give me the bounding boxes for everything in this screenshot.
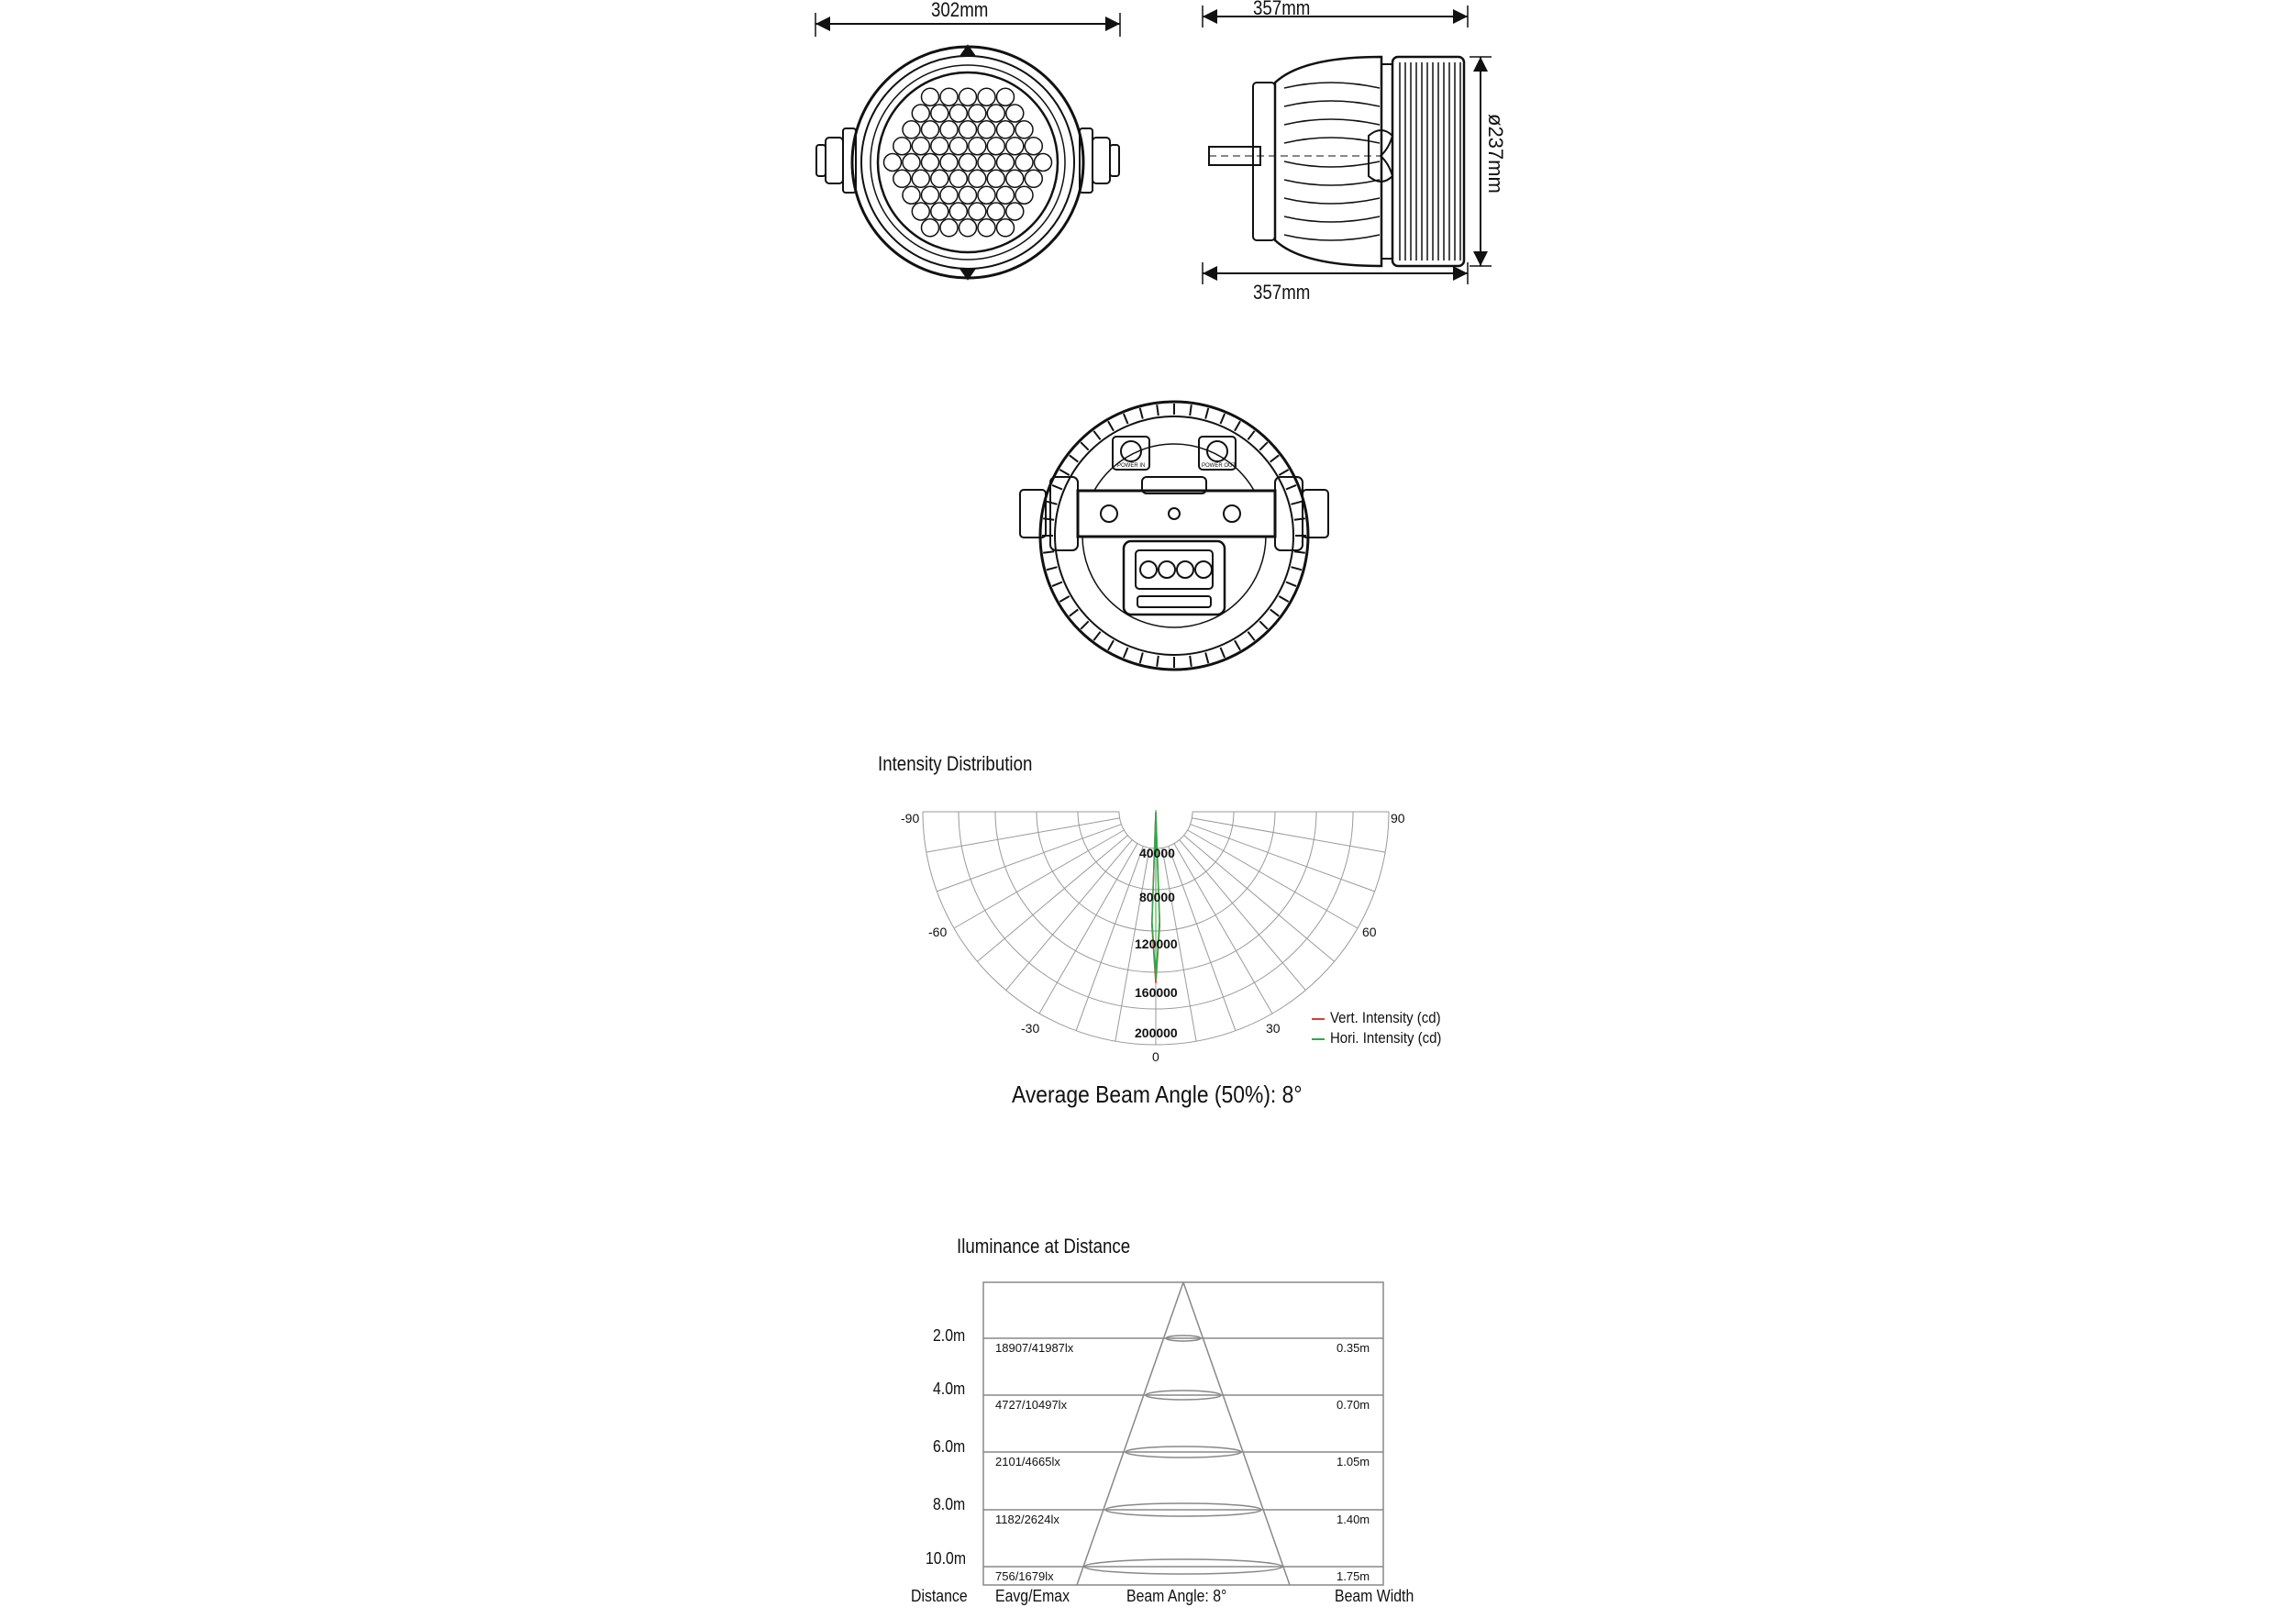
led-lens-icon	[949, 105, 967, 122]
angle-label-60: 60	[1362, 925, 1377, 939]
rear-fin	[1108, 421, 1114, 430]
front-width-label: 302mm	[931, 0, 989, 21]
led-lens-icon	[940, 121, 958, 139]
polar-spoke	[1180, 840, 1306, 991]
ring-label-200000: 200000	[1135, 1025, 1178, 1040]
side-width-bottom-label: 357mm	[1253, 281, 1311, 304]
rear-fin	[1059, 470, 1069, 475]
led-lens-icon	[1015, 154, 1033, 172]
led-lens-icon	[1006, 203, 1024, 220]
rear-fin	[1248, 431, 1254, 440]
led-lens-icon	[949, 138, 967, 155]
led-lens-icon	[912, 105, 929, 122]
rear-fin	[1190, 656, 1192, 667]
rear-fin	[1081, 621, 1089, 629]
illuminance-table-frame	[983, 1282, 1383, 1585]
ring-label-40000: 40000	[1139, 846, 1175, 860]
led-lens-icon	[949, 203, 967, 220]
housing-rib	[1284, 161, 1380, 167]
led-lens-icon	[997, 219, 1015, 237]
lux-value-8m: 1182/2624lx	[995, 1513, 1059, 1526]
led-lens-icon	[1025, 138, 1042, 155]
rear-fin	[1070, 455, 1079, 461]
led-array	[884, 88, 1052, 237]
rear-fin	[1140, 408, 1143, 419]
led-lens-icon	[1006, 170, 1024, 187]
rear-fin	[1205, 653, 1208, 664]
led-lens-icon	[931, 203, 948, 220]
led-lens-icon	[912, 170, 929, 187]
footer-beam-angle: Beam Angle: 8°	[1126, 1587, 1227, 1605]
led-lens-icon	[1025, 170, 1042, 187]
rear-fin	[1059, 596, 1069, 602]
rear-fin	[1043, 518, 1054, 520]
side-width-top-label: 357mm	[1253, 0, 1311, 19]
led-lens-icon	[940, 88, 958, 105]
led-lens-icon	[997, 121, 1015, 139]
rear-fin	[1292, 567, 1303, 570]
led-lens-icon	[969, 138, 986, 155]
led-lens-icon	[959, 121, 977, 139]
rear-view-drawing	[1020, 402, 1328, 670]
angle-label-0: 0	[1152, 1049, 1159, 1064]
led-lens-icon	[949, 170, 967, 187]
distance-label-10m: 10.0m	[926, 1549, 967, 1568]
led-lens-icon	[884, 154, 902, 172]
angle-label-neg30: -30	[1021, 1021, 1040, 1036]
led-lens-icon	[922, 121, 939, 139]
led-lens-icon	[1015, 186, 1033, 204]
rear-fin	[1294, 518, 1305, 520]
rear-fin	[1140, 653, 1143, 664]
distance-label-2m: 2.0m	[933, 1326, 966, 1345]
led-lens-icon	[959, 219, 977, 237]
rear-fin	[1124, 648, 1128, 658]
led-lens-icon	[903, 154, 920, 172]
rear-fin	[1279, 470, 1288, 475]
led-lens-icon	[978, 88, 995, 105]
housing-rib	[1284, 138, 1380, 143]
polar-spoke	[1174, 844, 1272, 1014]
led-lens-icon	[1035, 154, 1052, 172]
rear-fin	[1235, 421, 1240, 430]
housing-rib	[1284, 235, 1380, 240]
led-lens-icon	[978, 219, 995, 237]
rear-fin	[1221, 648, 1226, 658]
led-lens-icon	[978, 154, 995, 172]
rear-fin	[1221, 414, 1226, 424]
side-view-drawing	[1203, 6, 1492, 284]
led-lens-icon	[987, 138, 1004, 155]
led-lens-icon	[922, 186, 939, 204]
width-value-2m: 0.35m	[1337, 1341, 1370, 1355]
rear-fin	[1043, 551, 1054, 553]
led-lens-icon	[1006, 105, 1024, 122]
footer-beam-width: Beam Width	[1335, 1587, 1414, 1605]
width-value-4m: 0.70m	[1337, 1398, 1370, 1412]
led-lens-icon	[940, 219, 958, 237]
front-view-drawing	[815, 13, 1120, 279]
rear-fin	[1157, 656, 1159, 667]
width-value-8m: 1.40m	[1337, 1513, 1370, 1526]
led-lens-icon	[940, 154, 958, 172]
led-lens-icon	[959, 88, 977, 105]
footer-eavg: Eavg/Emax	[995, 1587, 1070, 1605]
ring-label-80000: 80000	[1139, 890, 1175, 904]
ring-label-120000: 120000	[1135, 936, 1178, 951]
led-lens-icon	[997, 88, 1015, 105]
distance-label-8m: 8.0m	[933, 1495, 966, 1513]
housing-rib	[1284, 216, 1380, 222]
rear-fin	[1052, 582, 1062, 587]
rear-fin	[1294, 551, 1305, 553]
led-lens-icon	[959, 186, 977, 204]
width-value-6m: 1.05m	[1337, 1455, 1370, 1468]
led-lens-icon	[969, 170, 986, 187]
led-lens-icon	[978, 186, 995, 204]
housing-rib	[1284, 101, 1380, 106]
side-diameter-label: ø237mm	[1484, 114, 1507, 194]
led-lens-icon	[997, 186, 1015, 204]
rear-fin	[1248, 632, 1254, 641]
led-lens-icon	[931, 138, 948, 155]
led-lens-icon	[922, 88, 939, 105]
rear-fin	[1292, 502, 1303, 504]
footer-distance: Distance	[911, 1587, 968, 1605]
polar-spoke	[1184, 836, 1335, 962]
led-lens-icon	[940, 186, 958, 204]
rear-fin	[1047, 502, 1058, 504]
led-lens-icon	[893, 170, 911, 187]
lux-value-4m: 4727/10497lx	[995, 1398, 1068, 1412]
rear-fin	[1286, 582, 1296, 587]
housing-rib	[1284, 119, 1380, 125]
ring-label-160000: 160000	[1135, 985, 1178, 1000]
led-lens-icon	[987, 203, 1004, 220]
rear-fin	[1124, 414, 1128, 424]
rear-fin	[1235, 640, 1240, 649]
led-lens-icon	[987, 170, 1004, 187]
rear-fin	[1081, 442, 1089, 450]
led-lens-icon	[903, 186, 920, 204]
rear-fin	[1205, 408, 1208, 419]
led-lens-icon	[959, 154, 977, 172]
distance-label-6m: 6.0m	[933, 1437, 966, 1456]
lux-value-10m: 756/1679lx	[995, 1569, 1054, 1583]
rear-fin	[1052, 485, 1062, 490]
angle-label-90: 90	[1391, 811, 1405, 826]
angle-label-neg60: -60	[928, 925, 948, 939]
polar-spoke	[1188, 830, 1358, 928]
rear-fin	[1047, 567, 1058, 570]
rear-fin	[1093, 431, 1100, 440]
rear-fin	[1259, 442, 1268, 450]
housing-rib	[1284, 83, 1380, 88]
polar-spoke	[977, 836, 1127, 962]
led-lens-icon	[931, 105, 948, 122]
rear-fin	[1286, 485, 1296, 490]
width-value-10m: 1.75m	[1337, 1569, 1370, 1583]
lux-value-6m: 2101/4665lx	[995, 1455, 1060, 1468]
housing-rib	[1284, 198, 1380, 204]
lux-value-2m: 18907/41987lx	[995, 1341, 1074, 1355]
housing-rib	[1284, 180, 1380, 185]
polar-spoke	[1039, 844, 1137, 1014]
rear-fin	[1070, 609, 1079, 615]
polar-spoke	[1006, 840, 1133, 991]
led-lens-icon	[1006, 138, 1024, 155]
led-lens-icon	[912, 203, 929, 220]
angle-label-neg90: -90	[901, 811, 920, 826]
led-lens-icon	[978, 121, 995, 139]
rear-fin	[1279, 596, 1288, 602]
beam-angle-caption: Average Beam Angle (50%): 8°	[1012, 1081, 1303, 1108]
rear-fin	[1093, 632, 1100, 641]
rear-fin	[1157, 405, 1159, 416]
rear-fin	[1190, 405, 1192, 416]
led-lens-icon	[931, 170, 948, 187]
led-lens-icon	[1015, 121, 1033, 139]
rear-fin	[1259, 621, 1268, 629]
led-lens-icon	[922, 219, 939, 237]
led-lens-icon	[969, 105, 986, 122]
illuminance-title: Iluminance at Distance	[957, 1235, 1131, 1258]
led-lens-icon	[997, 154, 1015, 172]
rear-fin	[1270, 455, 1280, 461]
led-lens-icon	[922, 154, 939, 172]
power-in-label: POWER IN	[1117, 463, 1146, 469]
intensity-title: Intensity Distribution	[878, 752, 1033, 775]
rear-fin	[1108, 640, 1114, 649]
legend-hori-label: Hori. Intensity (cd)	[1330, 1029, 1442, 1047]
led-lens-icon	[893, 138, 911, 155]
led-lens-icon	[987, 105, 1004, 122]
led-lens-icon	[969, 203, 986, 220]
distance-label-4m: 4.0m	[933, 1380, 966, 1398]
angle-label-30: 30	[1266, 1021, 1281, 1036]
led-lens-icon	[903, 121, 920, 139]
power-out-label: POWER OUT	[1202, 463, 1236, 469]
led-lens-icon	[912, 138, 929, 155]
legend-vert-label: Vert. Intensity (cd)	[1330, 1009, 1441, 1026]
polar-spoke	[954, 830, 1124, 928]
rear-fin	[1270, 609, 1280, 615]
